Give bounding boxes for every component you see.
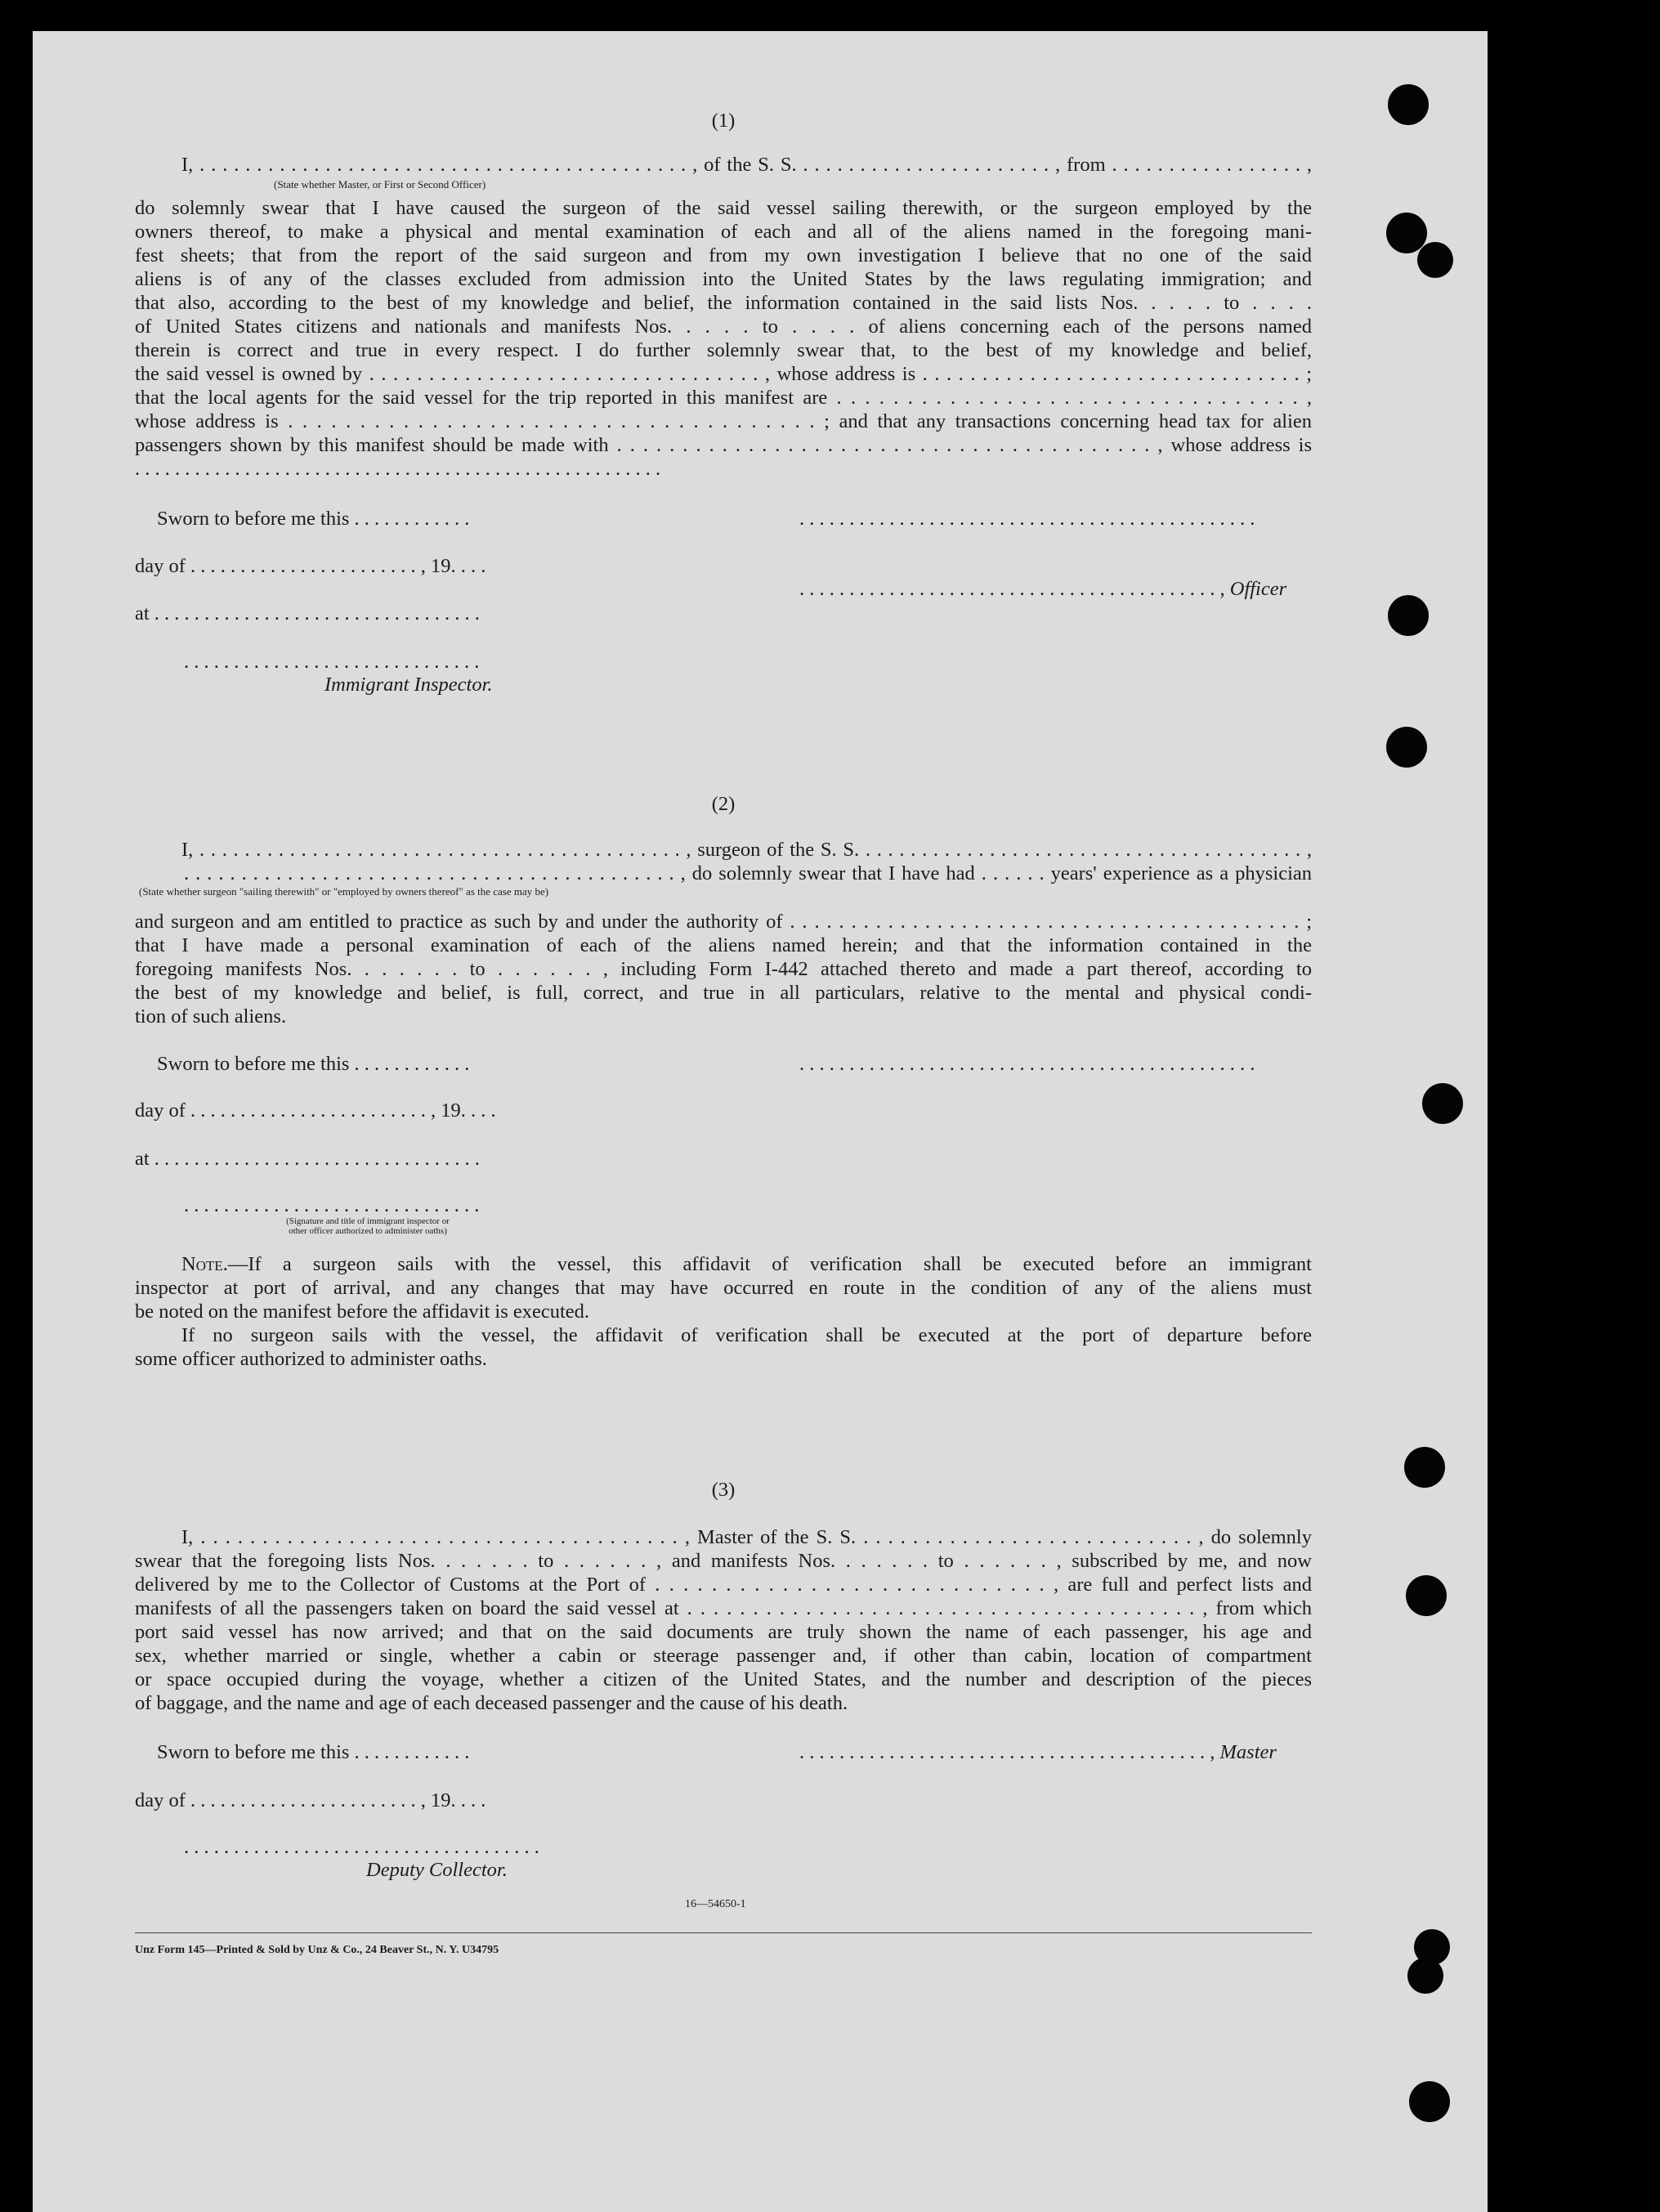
section-1-heading: (1): [711, 110, 736, 132]
inspector-signature-line: . . . . . . . . . . . . . . . . . . . . . . . . . . . . . .: [184, 651, 480, 673]
body-line: passengers shown by this manifest should be made with . . . . . . . . . . . . . . . . . . . . . . . . . . . . . . . . . . . . . . . . . , whose address is: [135, 434, 1312, 456]
inspector-title-note: other officer authorized to administer oaths): [289, 1226, 447, 1236]
immigrant-inspector-label: Immigrant Inspector.: [324, 674, 493, 696]
surgeon-oath-second-line: . . . . . . . . . . . . . . . . . . . . . . . . . . . . . . . . . . . . . . . . . . . , do solemnly swear that I have had . . . . . . years' experience as a physician: [184, 862, 1312, 884]
body-line: that also, according to the best of my knowledge and belief, the information contained in the said lists Nos. . . . . to . . . .: [135, 292, 1312, 314]
note-line: If no surgeon sails with the vessel, the affidavit of verification shall be executed at the port of departure before: [181, 1324, 1312, 1346]
officer-signature-line: . . . . . . . . . . . . . . . . . . . . . . . . . . . . . . . . . . . . . . . . . . , Officer: [799, 578, 1287, 600]
collector-signature-line: . . . . . . . . . . . . . . . . . . . . . . . . . . . . . . . . . . . .: [184, 1836, 539, 1858]
body-line: therein is correct and true in every respect. I do further solemnly swear that, to the best of my knowledge and belief,: [135, 339, 1312, 361]
body-line: of United States citizens and nationals and manifests Nos. . . . . to . . . . of aliens concerning each of the persons named: [135, 316, 1312, 338]
body-line: I, . . . . . . . . . . . . . . . . . . . . . . . . . . . . . . . . . . . . . . . , Master of the S. S. . . . . . . . . . . . . . . . . . . . . . . . . . . . , do solemnly: [181, 1526, 1312, 1548]
body-line: . . . . . . . . . . . . . . . . . . . . . . . . . . . . . . . . . . . . . . . . . . . . . . . . . . . . .: [135, 458, 661, 480]
body-line: that I have made a personal examination of each of the aliens named herein; and that the information contained in the: [135, 934, 1312, 956]
body-line: whose address is . . . . . . . . . . . . . . . . . . . . . . . . . . . . . . . . . . . . . ; and that any transactions concerning head tax for alien: [135, 410, 1312, 432]
body-line: do solemnly swear that I have caused the surgeon of the said vessel sailing therewith, or the surgeon employed by the: [135, 197, 1312, 219]
master-oath-first-line: I, . . . . . . . . . . . . . . . . . . . . . . . . . . . . . . . . . . . . . . . . . . . , of the S. S. . . . . . . . . . . . . . . . . . . . . . . , from . . . . . . . . . . . . . . . . . ,: [181, 154, 1312, 176]
binder-hole: [1409, 2081, 1450, 2122]
officer-rank-note: (State whether Master, or First or Second Officer): [274, 178, 486, 190]
note-line: be noted on the manifest before the affidavit is executed.: [135, 1301, 590, 1323]
note-label: Note.: [181, 1253, 228, 1275]
binder-hole: [1404, 1447, 1445, 1488]
binder-hole: [1386, 727, 1427, 768]
note-line: inspector at port of arrival, and any changes that may have occurred en route in the condition of any of the aliens must: [135, 1277, 1312, 1299]
sworn-line: Sworn to before me this . . . . . . . . . . . .: [157, 1053, 470, 1075]
at-line: at . . . . . . . . . . . . . . . . . . . . . . . . . . . . . . . . .: [135, 1148, 480, 1170]
note-line: some officer authorized to administer oaths.: [135, 1348, 487, 1370]
at-line: at . . . . . . . . . . . . . . . . . . . . . . . . . . . . . . . . .: [135, 602, 480, 625]
body-line: fest sheets; that from the report of the said surgeon and from my own investigation I believe that no one of the said: [135, 244, 1312, 266]
body-line: port said vessel has now arrived; and that on the said documents are truly shown the name of each passenger, his age and: [135, 1621, 1312, 1643]
body-line: delivered by me to the Collector of Customs at the Port of . . . . . . . . . . . . . . . . . . . . . . . . . . . . , are full and perfect lists and: [135, 1574, 1312, 1596]
inspector-title-note: (Signature and title of immigrant inspector or: [286, 1216, 450, 1226]
form-number: 16—54650-1: [685, 1898, 746, 1910]
signature-line: . . . . . . . . . . . . . . . . . . . . . . . . . . . . . . . . . . . . . . . . . . . . . .: [799, 1053, 1255, 1075]
day-of-line: day of . . . . . . . . . . . . . . . . . . . . . . . . , 19. . . .: [135, 1099, 496, 1122]
body-line: the said vessel is owned by . . . . . . . . . . . . . . . . . . . . . . . . . . . . . . . . . , whose address is . . . . . . . . . . . . . . . . . . . . . . . . . . . . . . . . ;: [135, 363, 1312, 385]
body-line: sex, whether married or single, whether a cabin or steerage passenger and, if other than cabin, location of compartment: [135, 1645, 1312, 1667]
sworn-line: Sworn to before me this . . . . . . . . . . . .: [157, 1741, 470, 1763]
footer-rule: [135, 1932, 1312, 1933]
body-line: or space occupied during the voyage, whether a citizen of the United States, and the number and description of the pieces: [135, 1668, 1312, 1690]
body-line: and surgeon and am entitled to practice as such by and under the authority of . . . . . . . . . . . . . . . . . . . . . . . . . . . . . . . . . . . . . . . . . . ;: [135, 911, 1312, 933]
body-line: of baggage, and the name and age of each deceased passenger and the cause of his death.: [135, 1692, 848, 1714]
day-of-line: day of . . . . . . . . . . . . . . . . . . . . . . . , 19. . . .: [135, 555, 486, 577]
body-line: tion of such aliens.: [135, 1005, 287, 1028]
binder-hole: [1406, 1575, 1447, 1616]
body-line: foregoing manifests Nos. . . . . . . to . . . . . . , including Form I-442 attached thereto and made a part thereof, according to: [135, 958, 1312, 980]
body-line: swear that the foregoing lists Nos. . . . . . . to . . . . . . , and manifests Nos. . . . . . . to . . . . . . , subscribed by me, and now: [135, 1550, 1312, 1572]
binder-hole: [1417, 242, 1453, 278]
day-of-line: day of . . . . . . . . . . . . . . . . . . . . . . . , 19. . . .: [135, 1789, 486, 1811]
binder-hole: [1422, 1083, 1463, 1124]
section-2-heading: (2): [711, 793, 736, 815]
deputy-collector-label: Deputy Collector.: [366, 1859, 508, 1881]
inspector-signature-line: . . . . . . . . . . . . . . . . . . . . . . . . . . . . . .: [184, 1194, 480, 1216]
body-line: aliens is of any of the classes excluded from admission into the United States by the laws regulating immigration; and: [135, 268, 1312, 290]
master-label: Master: [1219, 1741, 1277, 1763]
body-line: that the local agents for the said vessel for the trip reported in this manifest are . . . . . . . . . . . . . . . . . . . . . . . . . . . . . . . . . ,: [135, 387, 1312, 409]
sworn-line: Sworn to before me this . . . . . . . . . . . .: [157, 508, 470, 530]
officer-label: Officer: [1229, 578, 1287, 600]
surgeon-oath-first-line: I, . . . . . . . . . . . . . . . . . . . . . . . . . . . . . . . . . . . . . . . . . . . , surgeon of the S. S. . . . . . . . . . . . . . . . . . . . . . . . . . . . . . . . . . . . . . . . ,: [181, 839, 1312, 861]
printer-imprint: Unz Form 145—Printed & Sold by Unz & Co., 24 Beaver St., N. Y. U34795: [135, 1944, 499, 1956]
signature-line: . . . . . . . . . . . . . . . . . . . . . . . . . . . . . . . . . . . . . . . . . . . . . .: [799, 508, 1255, 530]
section-3-heading: (3): [711, 1479, 736, 1501]
body-line: manifests of all the passengers taken on board the said vessel at . . . . . . . . . . . . . . . . . . . . . . . . . . . . . . . . . . . . . . . , from which: [135, 1597, 1312, 1619]
binder-hole: [1407, 1958, 1443, 1994]
note-line: Note.—If a surgeon sails with the vessel, this affidavit of verification shall be executed before an immigrant: [181, 1253, 1312, 1275]
surgeon-status-note: (State whether surgeon "sailing therewith" or "employed by owners thereof" as the case may be): [139, 885, 549, 898]
body-line: owners thereof, to make a physical and mental examination of each and all of the aliens named in the foregoing mani-: [135, 221, 1312, 243]
binder-hole: [1388, 84, 1429, 125]
master-signature-line: . . . . . . . . . . . . . . . . . . . . . . . . . . . . . . . . . . . . . . . . . , Master: [799, 1741, 1277, 1763]
body-line: the best of my knowledge and belief, is full, correct, and true in all particulars, relative to the mental and physical condi-: [135, 982, 1312, 1004]
binder-hole: [1388, 595, 1429, 636]
